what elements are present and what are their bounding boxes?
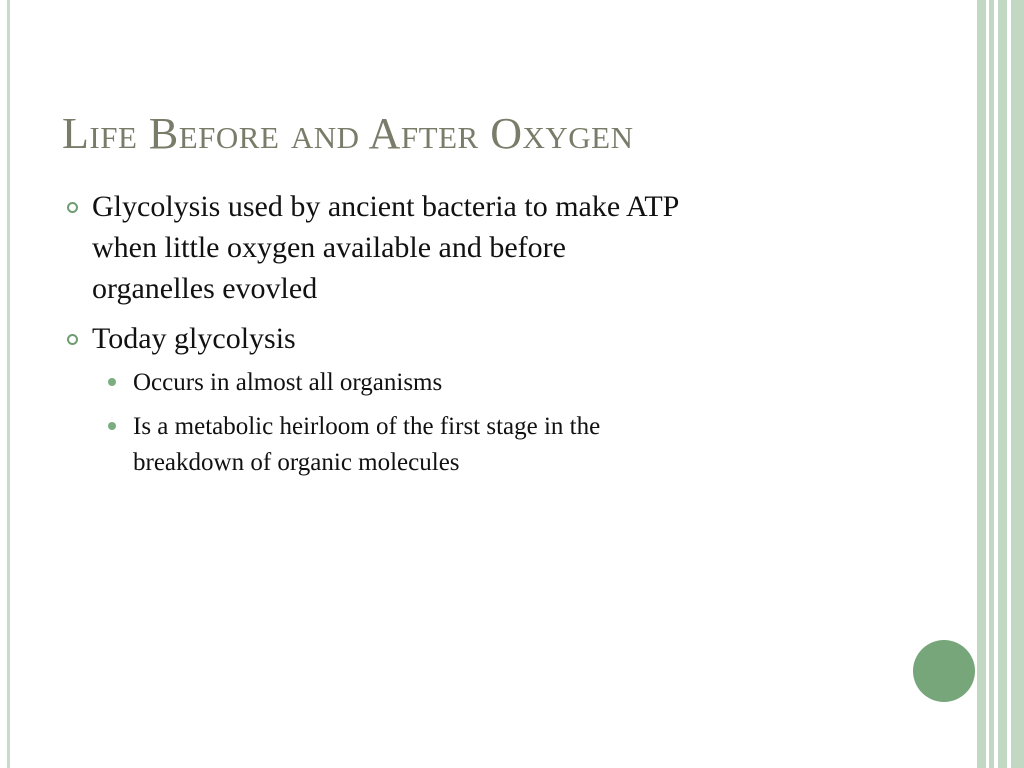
ring-bullet-icon: [67, 202, 78, 213]
slide-body: [62, 186, 882, 489]
bullet-line: Glycolysis used by ancient bacteria to make ATP: [92, 190, 680, 223]
left-border-line: [7, 0, 10, 768]
bullet-text: Today glycolysis: [92, 322, 296, 355]
bullet-item: [62, 318, 882, 359]
bullet-line: when little oxygen available and before: [92, 231, 566, 264]
right-stripe: [977, 0, 986, 768]
sub-bullet-item: [62, 365, 882, 401]
dot-bullet-icon: [108, 378, 116, 386]
right-stripe: [989, 0, 994, 768]
sub-bullet-line: breakdown of organic molecules: [133, 449, 460, 476]
sub-bullet-line: Is a metabolic heirloom of the first stage in the: [133, 413, 601, 440]
decorative-circle: [913, 640, 975, 702]
right-stripe: [998, 0, 1007, 768]
ring-bullet-icon: [67, 334, 78, 345]
slide-title: Life Before and After Oxygen: [62, 109, 634, 158]
dot-bullet-icon: [108, 422, 116, 430]
bullet-line: organelles evovled: [92, 272, 318, 305]
sub-bullet-line: Occurs in almost all organisms: [133, 369, 443, 396]
right-stripe: [1011, 0, 1024, 768]
bullet-item: [62, 186, 882, 309]
sub-bullet-item: [62, 409, 882, 481]
